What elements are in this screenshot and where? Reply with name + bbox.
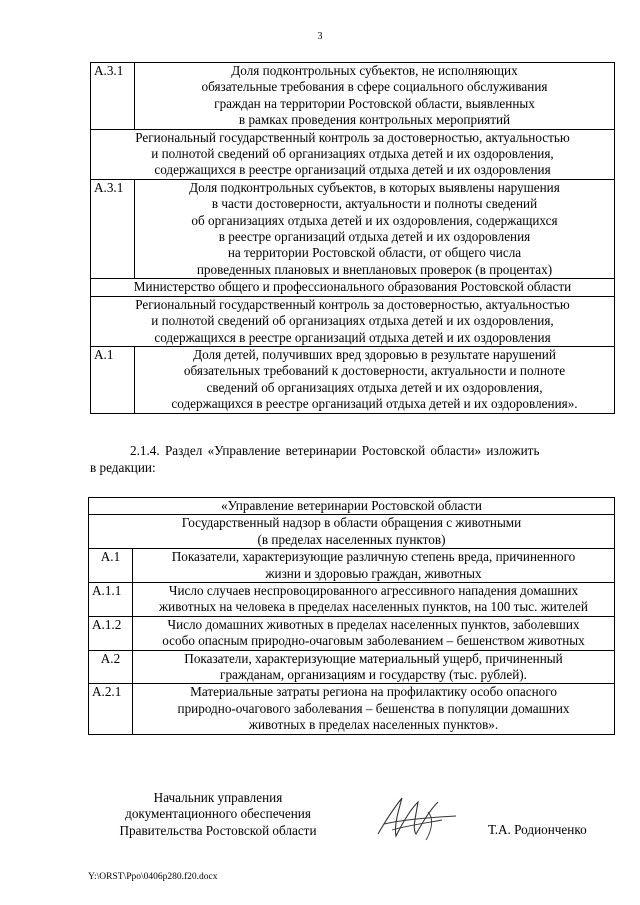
row-text bbox=[135, 346, 615, 413]
text-line: Число случаев неспровоцированного агрессивного нападения домашних bbox=[168, 583, 579, 599]
page-number: 3 bbox=[317, 31, 323, 42]
section-header bbox=[91, 279, 615, 296]
text-line: и полнотой сведений об организациях отдыха детей и их оздоровления, bbox=[151, 313, 554, 329]
row-code: А.2 bbox=[89, 650, 133, 684]
signatory-name: Т.А. Родионченко bbox=[488, 822, 587, 837]
signatory-position bbox=[88, 790, 348, 839]
table-row bbox=[89, 583, 615, 617]
text-line: сведений об организациях отдыха детей и их оздоровления, bbox=[206, 379, 543, 395]
row-code: А.2.1 bbox=[89, 684, 133, 734]
text-line: проведенных плановых и внеплановых проверок (в процентах) bbox=[196, 261, 553, 277]
text-line: в рамках проведения контрольных мероприятий bbox=[238, 112, 511, 128]
section-header-row bbox=[91, 129, 615, 179]
paragraph-line: в редакции: bbox=[90, 460, 156, 475]
table-row bbox=[91, 63, 615, 130]
text-line: особо опасным природно-очаговым заболеванием – бешенством животных bbox=[162, 633, 585, 649]
row-text bbox=[133, 684, 615, 734]
text-line: (в пределах населенных пунктов) bbox=[257, 531, 446, 547]
text-line: Региональный государственный контроль за достоверностью, актуальностью bbox=[135, 129, 570, 145]
text-line: Региональный государственный контроль за достоверностью, актуальностью bbox=[135, 296, 570, 312]
text-line: и полнотой сведений об организациях отдыха детей и их оздоровления, bbox=[151, 146, 554, 162]
text-line: обязательные требования в сфере социального обслуживания bbox=[201, 79, 548, 95]
table-row bbox=[89, 684, 615, 734]
text-line: животных на человека в пределах населенных пунктов, на 100 тыс. жителей bbox=[159, 599, 588, 615]
section-header bbox=[89, 498, 615, 515]
text-line: на территории Ростовской области, от общего числа bbox=[227, 245, 522, 261]
table-row bbox=[89, 650, 615, 684]
row-text bbox=[135, 63, 615, 130]
text-line: содержащихся в реестре организаций отдыха детей и их оздоровления». bbox=[171, 396, 578, 412]
position-line: документационного обеспечения bbox=[125, 806, 311, 822]
text-line: Доля подконтрольных субъектов, не исполняющих bbox=[231, 63, 518, 78]
table-row bbox=[91, 346, 615, 413]
section-header-row bbox=[89, 515, 615, 549]
text-line: Доля детей, получивших вред здоровью в результате нарушений bbox=[193, 346, 556, 362]
handwritten-signature bbox=[372, 790, 462, 846]
text-line: в реестре организаций отдыха детей и их оздоровления bbox=[218, 229, 531, 245]
section-header bbox=[91, 129, 615, 179]
row-code: А.1.2 bbox=[89, 616, 133, 650]
section-header-row bbox=[91, 296, 615, 346]
indicators-table-2 bbox=[88, 497, 615, 735]
text-line: жизни и здоровью граждан, животных bbox=[265, 565, 482, 581]
row-text bbox=[133, 583, 615, 617]
position-line: Правительства Ростовской области bbox=[119, 822, 317, 838]
text-line: Показатели, характеризующие материальный ущерб, причиненный bbox=[184, 650, 563, 666]
text-line: содержащихся в реестре организаций отдыха детей и их оздоровления bbox=[154, 329, 551, 345]
text-line: Государственный надзор в области обращения с животными bbox=[181, 515, 522, 531]
section-header bbox=[91, 296, 615, 346]
text-line: Число домашних животных в пределах населенных пунктов, заболевших bbox=[167, 616, 580, 632]
table-row bbox=[91, 179, 615, 278]
text-line: животных в пределах населенных пунктов». bbox=[248, 717, 499, 733]
row-text bbox=[135, 179, 615, 278]
position-line: Начальник управления bbox=[153, 790, 283, 805]
table-row bbox=[89, 616, 615, 650]
row-code: А.1.1 bbox=[89, 583, 133, 617]
file-path: Y:\ORST\Ppo\0406p280.f20.docx bbox=[88, 872, 218, 882]
section-header-row bbox=[89, 498, 615, 515]
text-line: Материальные затраты региона на профилактику особо опасного bbox=[190, 684, 557, 700]
text-line: «Управление ветеринарии Ростовской области bbox=[221, 498, 482, 513]
table-row bbox=[89, 549, 615, 583]
section-header-row bbox=[91, 279, 615, 296]
row-code: А.3.1 bbox=[91, 179, 135, 278]
text-line: обязательных требований к достоверности, актуальности и полноте bbox=[183, 363, 566, 379]
text-line: гражданам, организациям и государству (тыс. рублей). bbox=[220, 667, 527, 683]
row-text bbox=[133, 650, 615, 684]
paragraph-line: 2.1.4. Раздел «Управление ветеринарии Ростовской области» изложить bbox=[130, 443, 540, 458]
text-line: в части достоверности, актуальности и полноты сведений bbox=[211, 196, 538, 212]
text-line: Доля подконтрольных субъектов, в которых выявлены нарушения bbox=[189, 179, 560, 195]
row-text bbox=[133, 616, 615, 650]
text-line: Показатели, характеризующие различную степень вреда, причиненного bbox=[171, 549, 576, 565]
text-line: содержащихся в реестре организаций отдыха детей и их оздоровления bbox=[154, 162, 551, 178]
row-text bbox=[133, 549, 615, 583]
indicators-table-1 bbox=[90, 62, 615, 414]
section-header bbox=[89, 515, 615, 549]
text-line: граждан на территории Ростовской области, выявленных bbox=[214, 95, 535, 111]
row-code: А.3.1 bbox=[91, 63, 135, 130]
text-line: Министерство общего и профессионального образования Ростовской области bbox=[133, 279, 572, 295]
row-code: А.1 bbox=[89, 549, 133, 583]
text-line: природно-очагового заболевания – бешенства в популяции домашних bbox=[177, 700, 570, 716]
row-code: А.1 bbox=[91, 346, 135, 413]
text-line: об организациях отдыха детей и их оздоровления, содержащихся bbox=[191, 212, 558, 228]
